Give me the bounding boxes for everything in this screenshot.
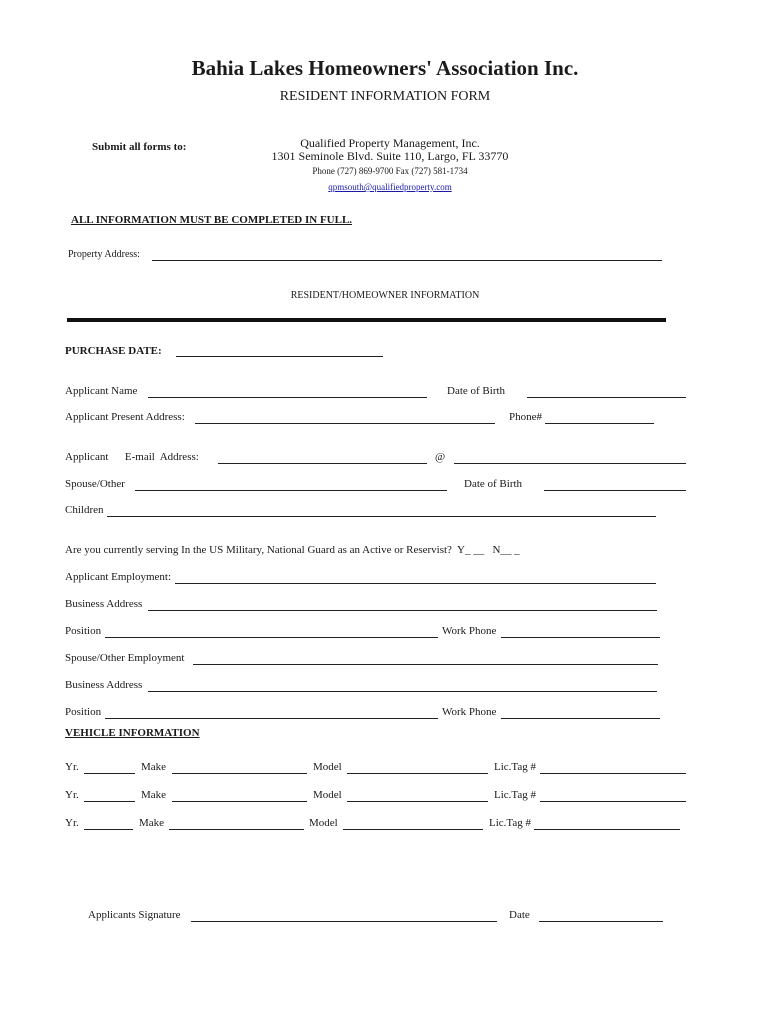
- applicant-name-field[interactable]: [148, 397, 427, 398]
- company-email-link[interactable]: qpmsouth@qualifiedproperty.com: [328, 182, 452, 192]
- vehicle-make-field[interactable]: [172, 801, 307, 802]
- vehicle-model-field[interactable]: [347, 801, 488, 802]
- business-address2-label: Business Address: [65, 679, 143, 691]
- vehicle-tag-label: Lic.Tag #: [494, 789, 536, 801]
- vehicle-model-field[interactable]: [347, 773, 488, 774]
- signature-date-label: Date: [509, 909, 530, 921]
- purchase-date-field[interactable]: [176, 356, 383, 357]
- business-address-label: Business Address: [65, 598, 143, 610]
- children-field[interactable]: [107, 516, 656, 517]
- vehicle-make-field[interactable]: [169, 829, 304, 830]
- section-resident-heading: RESIDENT/HOMEOWNER INFORMATION: [290, 290, 480, 301]
- vehicle-tag-field[interactable]: [534, 829, 680, 830]
- vehicle-make-label: Make: [139, 817, 165, 829]
- present-address-field[interactable]: [195, 423, 495, 424]
- company-phone-fax: Phone (727) 869-9700 Fax (727) 581-1734: [312, 166, 468, 176]
- position2-field[interactable]: [105, 718, 438, 719]
- email-user-field[interactable]: [218, 463, 427, 464]
- vehicle-yr-label: Yr.: [65, 817, 79, 829]
- vehicle-tag-label: Lic.Tag #: [489, 817, 531, 829]
- section-divider: [67, 318, 666, 322]
- email-label: Applicant E-mail Address:: [65, 451, 199, 463]
- phone-field[interactable]: [545, 423, 654, 424]
- work-phone2-label: Work Phone: [442, 706, 497, 718]
- vehicle-model-label: Model: [313, 789, 342, 801]
- signature-label: Applicants Signature: [88, 909, 181, 921]
- complete-notice: ALL INFORMATION MUST BE COMPLETED IN FULL.: [71, 214, 353, 226]
- form-title: Bahia Lakes Homeowners' Association Inc.: [191, 56, 579, 80]
- vehicle-yr-label: Yr.: [65, 761, 79, 773]
- present-address-label: Applicant Present Address:: [65, 411, 185, 423]
- business-address2-field[interactable]: [148, 691, 657, 692]
- vehicle-yr-field[interactable]: [84, 773, 135, 774]
- spouse-dob-label: Date of Birth: [464, 478, 523, 490]
- work-phone-field[interactable]: [501, 637, 660, 638]
- spouse-label: Spouse/Other: [65, 478, 125, 490]
- spouse-employment-field[interactable]: [193, 664, 658, 665]
- signature-field[interactable]: [191, 921, 497, 922]
- vehicle-model-field[interactable]: [343, 829, 483, 830]
- military-question: Are you currently serving In the US Military, National Guard as an Active or Reservist? Y_ __ N__ _: [65, 544, 520, 556]
- company-address: 1301 Seminole Blvd. Suite 110, Largo, FL 33770: [271, 149, 509, 163]
- position2-label: Position: [65, 706, 102, 718]
- purchase-date-label: PURCHASE DATE:: [65, 345, 162, 357]
- vehicle-tag-field[interactable]: [540, 801, 686, 802]
- property-address-label: Property Address:: [68, 249, 140, 260]
- applicant-dob-label: Date of Birth: [447, 385, 506, 397]
- spouse-employment-label: Spouse/Other Employment: [65, 652, 185, 664]
- property-address-field[interactable]: [152, 260, 662, 261]
- applicant-dob-field[interactable]: [527, 397, 686, 398]
- vehicle-model-label: Model: [313, 761, 342, 773]
- work-phone2-field[interactable]: [501, 718, 660, 719]
- submit-label: Submit all forms to:: [92, 141, 187, 153]
- company-name: Qualified Property Management, Inc.: [300, 136, 480, 150]
- vehicle-tag-field[interactable]: [540, 773, 686, 774]
- applicant-employment-field[interactable]: [175, 583, 656, 584]
- spouse-dob-field[interactable]: [544, 490, 686, 491]
- children-label: Children: [65, 504, 104, 516]
- vehicle-make-label: Make: [141, 761, 167, 773]
- position-field[interactable]: [105, 637, 438, 638]
- vehicle-tag-label: Lic.Tag #: [494, 761, 536, 773]
- vehicle-heading: VEHICLE INFORMATION: [65, 727, 200, 739]
- work-phone-label: Work Phone: [442, 625, 497, 637]
- vehicle-make-field[interactable]: [172, 773, 307, 774]
- spouse-field[interactable]: [135, 490, 447, 491]
- business-address-field[interactable]: [148, 610, 657, 611]
- position-label: Position: [65, 625, 102, 637]
- applicant-name-label: Applicant Name: [65, 385, 138, 397]
- vehicle-make-label: Make: [141, 789, 167, 801]
- applicant-employment-label: Applicant Employment:: [65, 571, 172, 583]
- email-domain-field[interactable]: [454, 463, 686, 464]
- signature-date-field[interactable]: [539, 921, 663, 922]
- vehicle-model-label: Model: [309, 817, 338, 829]
- vehicle-yr-field[interactable]: [84, 829, 133, 830]
- phone-label: Phone#: [509, 411, 542, 423]
- vehicle-yr-field[interactable]: [84, 801, 135, 802]
- email-at-sign: @: [435, 451, 446, 463]
- form-subtitle: RESIDENT INFORMATION FORM: [279, 89, 491, 104]
- vehicle-yr-label: Yr.: [65, 789, 79, 801]
